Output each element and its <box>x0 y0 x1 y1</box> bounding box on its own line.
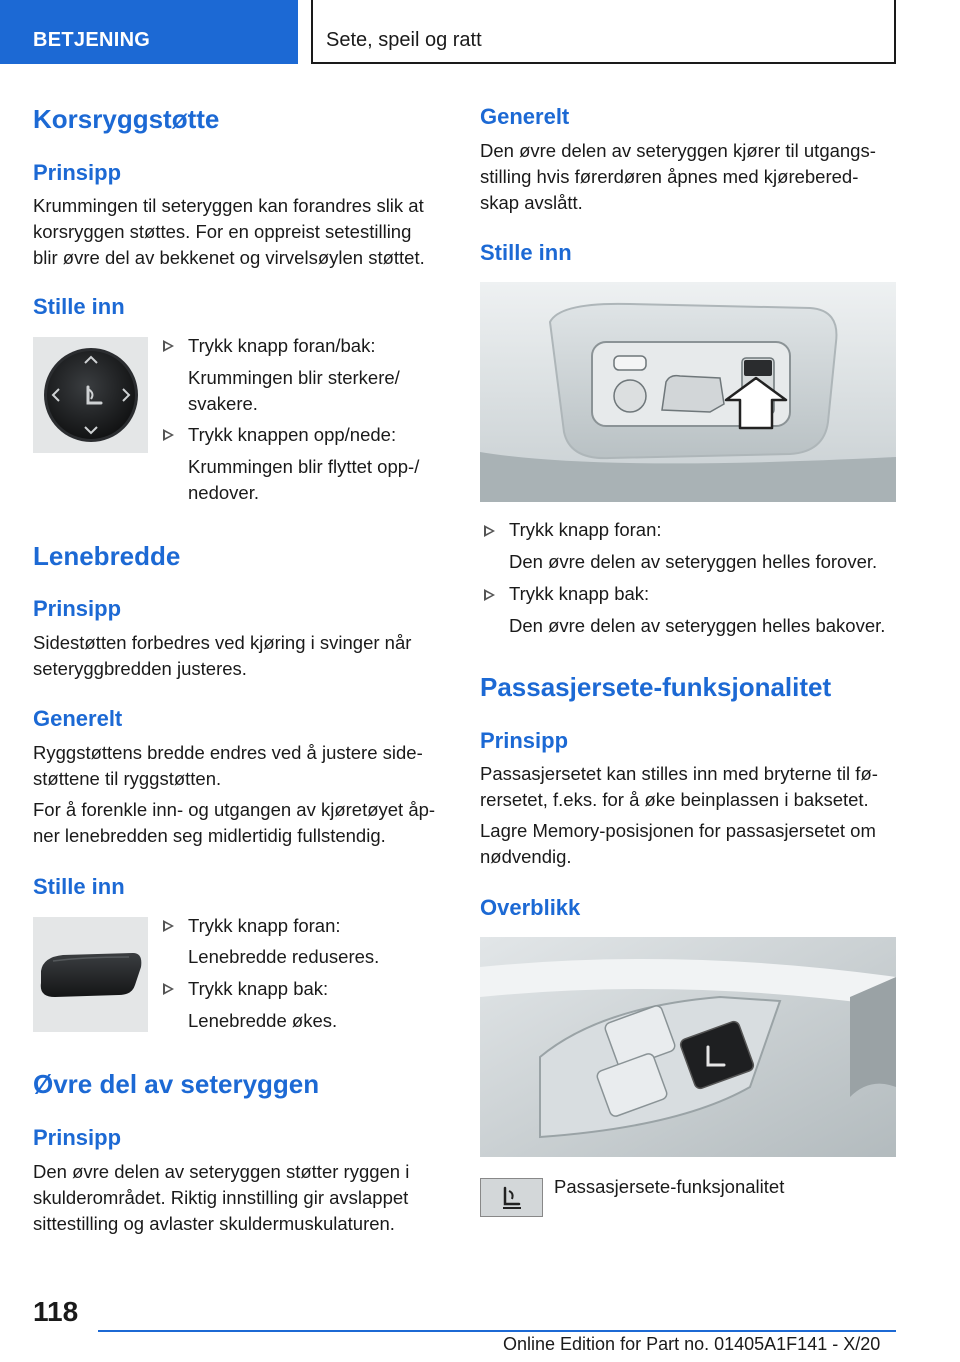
lumbar-bullet-1-result <box>188 365 400 417</box>
bullet-triangle-icon <box>484 525 495 537</box>
lumbar-principle-text <box>33 193 445 271</box>
text-line: Lagre Memory-posisjonen for passasjersetet om <box>480 820 876 841</box>
heading-passenger-overview: Overblikk <box>480 895 581 920</box>
backrest-bullet-2-result: Lenebredde økes. <box>188 1010 338 1031</box>
text-line: skap avslått. <box>480 192 583 213</box>
backrest-bullet-1-result: Lenebredde reduseres. <box>188 946 380 967</box>
backrest-bullet-1-action: Trykk knapp foran: <box>188 915 341 936</box>
text-line: For å forenkle inn- og utgangen av kjøretøyet åp- <box>33 799 436 820</box>
text-line: sittestilling og avlaster skuldermuskulaturen. <box>33 1213 395 1234</box>
heading-lumbar: Korsryggstøtte <box>33 104 220 134</box>
right-bullet-2-result: Den øvre delen av seteryggen helles bakover. <box>509 615 886 636</box>
header-section-label: BETJENING <box>33 29 151 51</box>
footer-edition: Online Edition for Part no. 01405A1F141 - X/20 <box>503 1334 881 1354</box>
text-line: Den øvre delen av seteryggen støtter ryggen i <box>33 1161 410 1182</box>
lumbar-bullet-2-result <box>188 454 419 506</box>
text-line: korsryggen støttes. For en oppreist setestilling <box>33 221 412 242</box>
backrest-width-button-icon <box>33 917 148 1032</box>
footer-divider <box>98 1330 896 1332</box>
bullet-triangle-icon <box>163 429 174 441</box>
passenger-principle-text-2 <box>480 818 896 870</box>
text-line: Ryggstøttens bredde endres ved å justere side- <box>33 742 423 763</box>
heading-right-general: Generelt <box>480 104 570 129</box>
lumbar-bullet-1-action: Trykk knapp foran/bak: <box>188 335 376 356</box>
heading-backrest-principle: Prinsipp <box>33 596 122 621</box>
passenger-switch-photo <box>480 937 896 1157</box>
heading-right-adjust: Stille inn <box>480 240 572 265</box>
text-line: rersetet, f.eks. for å øke beinplassen i baksetet. <box>480 789 869 810</box>
text-line: Krummingen blir flyttet opp-/ <box>188 456 420 477</box>
heading-upper-backrest: Øvre del av seteryggen <box>33 1069 320 1099</box>
heading-passenger-principle: Prinsipp <box>480 728 569 753</box>
lumbar-bullet-2-action: Trykk knappen opp/nede: <box>188 424 397 445</box>
bullet-triangle-icon <box>163 340 174 352</box>
text-line: Passasjersetet kan stilles inn med bryterne til fø- <box>480 763 878 784</box>
text-line: blir øvre del av bekkenet og virvelsøylen støttet. <box>33 247 425 268</box>
text-line: seteryggbredden justeres. <box>33 658 247 679</box>
bullet-triangle-icon <box>163 983 174 995</box>
upper-principle-text <box>33 1159 445 1237</box>
text-line: stilling hvis førerdøren åpnes med kjørebered- <box>480 166 859 187</box>
text-line: nødvendig. <box>480 846 572 867</box>
heading-backrest-general: Generelt <box>33 706 123 731</box>
backrest-principle-text <box>33 630 445 682</box>
right-bullet-2-action: Trykk knapp bak: <box>509 583 650 604</box>
backrest-general-text-2 <box>33 797 445 849</box>
lumbar-controller-icon <box>33 337 148 453</box>
passenger-icon-caption: Passasjersete-funksjonalitet <box>554 1176 785 1197</box>
text-line: nedover. <box>188 482 259 503</box>
text-line: støttene til ryggstøtten. <box>33 768 222 789</box>
heading-lumbar-adjust: Stille inn <box>33 294 125 319</box>
bullet-triangle-icon <box>484 589 495 601</box>
text-line: Den øvre delen av seteryggen kjører til utgangs- <box>480 140 876 161</box>
right-general-text <box>480 138 896 216</box>
text-line: ner lenebredden seg midlertidig fullstendig. <box>33 825 386 846</box>
heading-upper-principle: Prinsipp <box>33 1125 122 1150</box>
backrest-bullet-2-action: Trykk knapp bak: <box>188 978 329 999</box>
right-bullet-1-action: Trykk knapp foran: <box>509 519 662 540</box>
bullet-triangle-icon <box>163 920 174 932</box>
heading-lumbar-principle: Prinsipp <box>33 160 122 185</box>
passenger-seat-icon <box>480 1178 543 1217</box>
header-topic-label: Sete, speil og ratt <box>326 29 482 51</box>
right-bullet-1-result: Den øvre delen av seteryggen helles forover. <box>509 551 878 572</box>
page-number: 118 <box>33 1296 79 1327</box>
text-line: Krummingen blir sterkere/ <box>188 367 400 388</box>
backrest-general-text-1 <box>33 740 445 792</box>
text-line: Sidestøtten forbedres ved kjøring i svinger når <box>33 632 412 653</box>
text-line: Krummingen til seteryggen kan forandres slik at <box>33 195 424 216</box>
text-line: svakere. <box>188 393 258 414</box>
heading-backrest-adjust: Stille inn <box>33 874 125 899</box>
heading-backrest-width: Lenebredde <box>33 541 181 571</box>
text-line: skulderområdet. Riktig innstilling gir avslappet <box>33 1187 409 1208</box>
passenger-principle-text-1 <box>480 761 896 813</box>
seat-switch-panel-photo <box>480 282 896 502</box>
heading-passenger: Passasjersete-funksjonalitet <box>480 672 832 702</box>
